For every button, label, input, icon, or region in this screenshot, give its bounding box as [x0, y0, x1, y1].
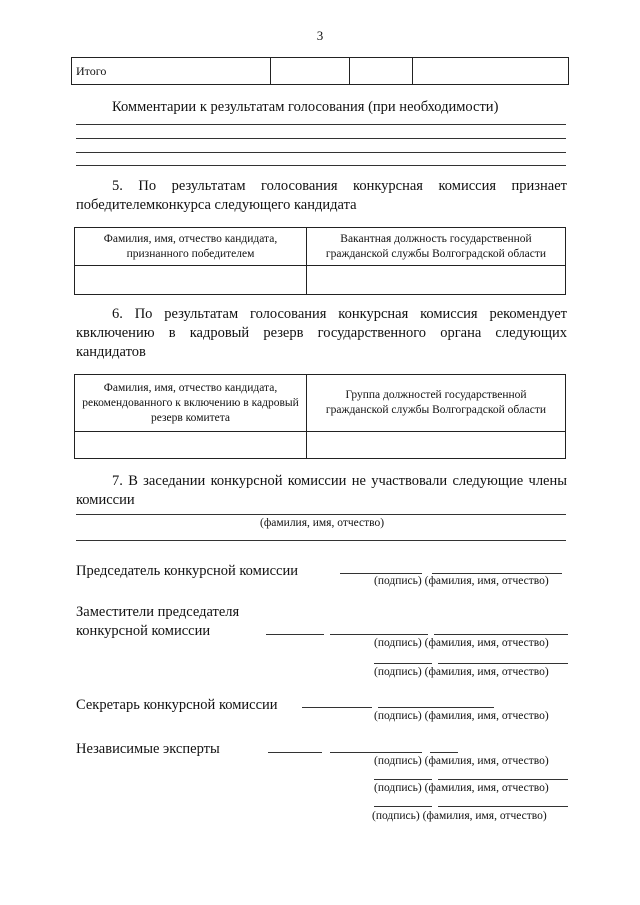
- signature-line: [374, 806, 432, 807]
- absent-members-line: [76, 514, 566, 515]
- signature-caption: (подпись) (фамилия, имя, отчество): [372, 810, 547, 822]
- section6-line3: кандидатов: [76, 344, 146, 360]
- winner-table: [74, 227, 566, 295]
- signature-line: [330, 752, 422, 753]
- absent-members-caption: (фамилия, имя, отчество): [260, 517, 385, 529]
- section6-line1: 6. По результатам голосования конкурсная комиссия рекомендует: [112, 306, 567, 322]
- section5-line1: 5. По результатам голосования конкурсная комиссия признает: [112, 178, 567, 194]
- reserve-col-group: Группа должностей государственной гражданской службы Волгоградской области: [307, 375, 566, 432]
- name-line: [378, 707, 494, 708]
- signature-line: [268, 752, 322, 753]
- section7-line1: 7. В заседании конкурсной комиссии не участвовали следующие члены: [112, 473, 567, 489]
- itogo-table: [71, 57, 569, 85]
- experts-label: Независимые эксперты: [76, 741, 220, 757]
- deputies-label-line2: конкурсной комиссии: [76, 623, 211, 639]
- section6-line2: квключению в кадровый резерв государственного органа следующих: [76, 325, 567, 341]
- itogo-label: Итого: [72, 58, 271, 85]
- section7-line2: комиссии: [76, 492, 135, 508]
- section5-line2: победителемконкурса следующего кандидата: [76, 197, 357, 213]
- signature-line: [266, 634, 324, 635]
- signature-caption: (подпись) (фамилия, имя, отчество): [374, 782, 549, 794]
- comment-line: [76, 152, 566, 153]
- winner-cell: [75, 266, 307, 295]
- name-line: [430, 752, 458, 753]
- itogo-cell: [413, 58, 569, 85]
- itogo-cell: [350, 58, 413, 85]
- page-number: 3: [316, 28, 324, 43]
- winner-col-name: Фамилия, имя, отчество кандидата, признанного победителем: [75, 228, 307, 266]
- comment-line: [76, 124, 566, 125]
- itogo-cell: [271, 58, 350, 85]
- signature-line: [374, 663, 432, 664]
- signature-line: [330, 634, 428, 635]
- name-line: [438, 663, 568, 664]
- signature-caption: (подпись) (фамилия, имя, отчество): [374, 755, 549, 767]
- name-line: [432, 573, 562, 574]
- name-line: [438, 779, 568, 780]
- comment-line: [76, 165, 566, 166]
- signature-caption: (подпись) (фамилия, имя, отчество): [374, 637, 549, 649]
- winner-cell: [307, 266, 566, 295]
- signature-line: [302, 707, 372, 708]
- reserve-cell: [307, 432, 566, 459]
- deputies-label-line1: Заместители председателя: [76, 604, 240, 620]
- comment-line: [76, 138, 566, 139]
- signature-caption: (подпись) (фамилия, имя, отчество): [374, 666, 549, 678]
- absent-members-line: [76, 540, 566, 541]
- secretary-label: Секретарь конкурсной комиссии: [76, 697, 278, 713]
- name-line: [438, 806, 568, 807]
- reserve-table: [74, 374, 566, 459]
- signature-caption: (подпись) (фамилия, имя, отчество): [374, 575, 549, 587]
- signature-line: [340, 573, 422, 574]
- comments-title: Комментарии к результатам голосования (при необходимости): [112, 99, 499, 115]
- chairman-label: Председатель конкурсной комиссии: [76, 563, 298, 579]
- signature-line: [374, 779, 432, 780]
- reserve-cell: [75, 432, 307, 459]
- winner-col-position: Вакантная должность государственной гражданской службы Волгоградской области: [307, 228, 566, 266]
- reserve-col-name: Фамилия, имя, отчество кандидата, рекомендованного к включению в кадровый резерв комитета: [75, 375, 307, 432]
- name-line: [434, 634, 568, 635]
- signature-caption: (подпись) (фамилия, имя, отчество): [374, 710, 549, 722]
